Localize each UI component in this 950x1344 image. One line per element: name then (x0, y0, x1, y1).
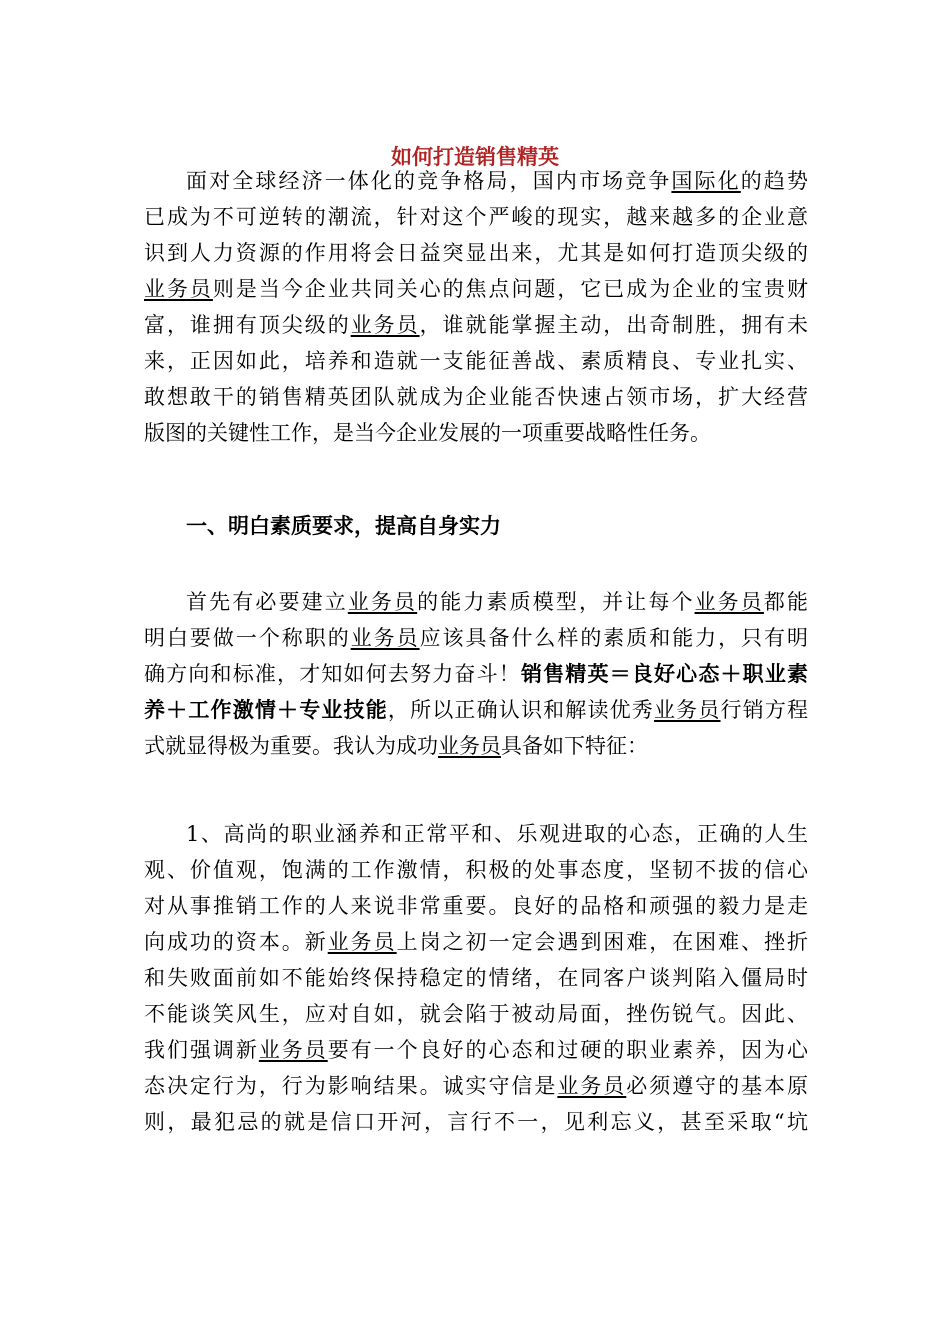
text-span: 上岗之初一定会遇到困难，在困难、挫折 (396, 930, 809, 954)
keyword-link[interactable]: 业务员 (258, 1038, 328, 1062)
text-span: 必须遵守的基本原 (626, 1074, 809, 1098)
text-line (144, 415, 808, 451)
text-span: 已成为不可逆转的潮流，针对这个严峻的现实，越来越多的企业意 (144, 205, 808, 229)
text-span: 确方向和标准，才知如何去努力奋斗！ (144, 662, 521, 686)
keyword-link[interactable]: 业务员 (653, 698, 721, 722)
text-line (144, 235, 808, 271)
text-span: 面对全球经济一体化的竞争格局，国内市场竞争 (186, 169, 672, 193)
document-title: 如何打造销售精英 (391, 144, 559, 169)
text-span: 对从事推销工作的人来说非常重要。良好的品格和顽强的毅力是走 (144, 894, 808, 918)
text-span: 1、高尚的职业涵养和正常平和、乐观进取的心态，正确的人生 (186, 822, 808, 846)
bold-text: 销售精英＝良好心态＋职业素 (520, 661, 809, 686)
text-line (144, 379, 808, 415)
keyword-link[interactable]: 业务员 (350, 626, 420, 650)
keyword-link[interactable]: 业务员 (350, 313, 420, 337)
keyword-link[interactable]: 业务员 (347, 590, 418, 614)
text-span: 敢想敢干的销售精英团队就成为企业能否快速占领市场，扩大经营 (144, 385, 808, 409)
text-span: 首先有必要建立 (186, 590, 348, 614)
text-span: 和失败面前如不能始终保持稳定的情绪，在同客户谈判陷入僵局时 (144, 966, 808, 990)
text-line (144, 1104, 808, 1140)
text-span: 来，正因如此，培养和造就一支能征善战、素质精良、专业扎实、 (144, 349, 808, 373)
text-line (144, 307, 808, 343)
text-line (144, 1032, 808, 1068)
text-span: 态决定行为，行为影响结果。诚实守信是 (144, 1074, 558, 1098)
intro-paragraph (144, 163, 808, 451)
keyword-link[interactable]: 业务员 (327, 930, 397, 954)
text-span: 不能谈笑风生，应对自如，就会陷于被动局面，挫伤锐气。因此、 (144, 1002, 808, 1026)
text-span: ，所以正确认识和解读优秀 (387, 698, 654, 722)
text-span: 要有一个良好的心态和过硬的职业素养，因为心 (327, 1038, 809, 1062)
text-line (144, 960, 808, 996)
text-line (144, 996, 808, 1032)
text-line (144, 271, 808, 307)
keyword-link[interactable]: 业务员 (694, 590, 764, 614)
text-span: 则是当今企业共同关心的焦点问题，它已成为企业的宝贵财 (212, 277, 809, 301)
text-line (144, 728, 808, 764)
text-span: 版图的关键性工作，是当今企业发展的一项重要战略性任务。 (144, 421, 711, 445)
text-line (144, 584, 808, 620)
text-span: 向成功的资本。新 (144, 930, 328, 954)
text-line (144, 199, 808, 235)
keyword-link[interactable]: 业务员 (144, 277, 213, 301)
text-line (144, 816, 808, 852)
text-line (144, 888, 808, 924)
text-span: 观、价值观，饱满的工作激情，积极的处事态度，坚韧不拔的信心 (144, 858, 808, 882)
bold-text: 养＋工作激情＋专业技能 (144, 697, 388, 722)
paragraph-trait-1 (144, 816, 808, 1140)
text-span: 具备如下特征： (501, 734, 648, 758)
text-line (144, 924, 808, 960)
text-line (144, 343, 808, 379)
text-line (144, 1068, 808, 1104)
text-line (144, 656, 808, 692)
paragraph-competency-model (144, 584, 808, 764)
text-line (144, 852, 808, 888)
text-span: 应该具备什么样的素质和能力，只有明 (419, 626, 809, 650)
text-span: ，谁就能掌握主动，出奇制胜，拥有未 (419, 313, 809, 337)
text-span: 都能 (763, 590, 809, 614)
section-heading-1-text: 一、明白素质要求，提高自身实力 (186, 513, 501, 538)
text-span: 行销方程 (720, 698, 809, 722)
keyword-link[interactable]: 国际化 (671, 169, 741, 193)
text-span: 的趋势 (740, 169, 809, 193)
text-span: 富，谁拥有顶尖级的 (144, 313, 351, 337)
text-line (144, 620, 808, 656)
keyword-link[interactable]: 业务员 (557, 1074, 627, 1098)
text-span: 则，最犯忌的就是信口开河，言行不一，见利忘义，甚至采取“坑 (144, 1110, 808, 1134)
text-span: 式就显得极为重要。我认为成功 (144, 734, 438, 758)
section-heading-1 (144, 508, 808, 544)
text-line (144, 692, 808, 728)
text-line (144, 163, 808, 199)
text-span: 的能力素质模型，并让每个 (417, 590, 695, 614)
text-span: 明白要做一个称职的 (144, 626, 351, 650)
keyword-link[interactable]: 业务员 (438, 734, 501, 758)
text-span: 我们强调新 (144, 1038, 259, 1062)
text-span: 识到人力资源的作用将会日益突显出来，尤其是如何打造顶尖级的 (144, 241, 808, 265)
